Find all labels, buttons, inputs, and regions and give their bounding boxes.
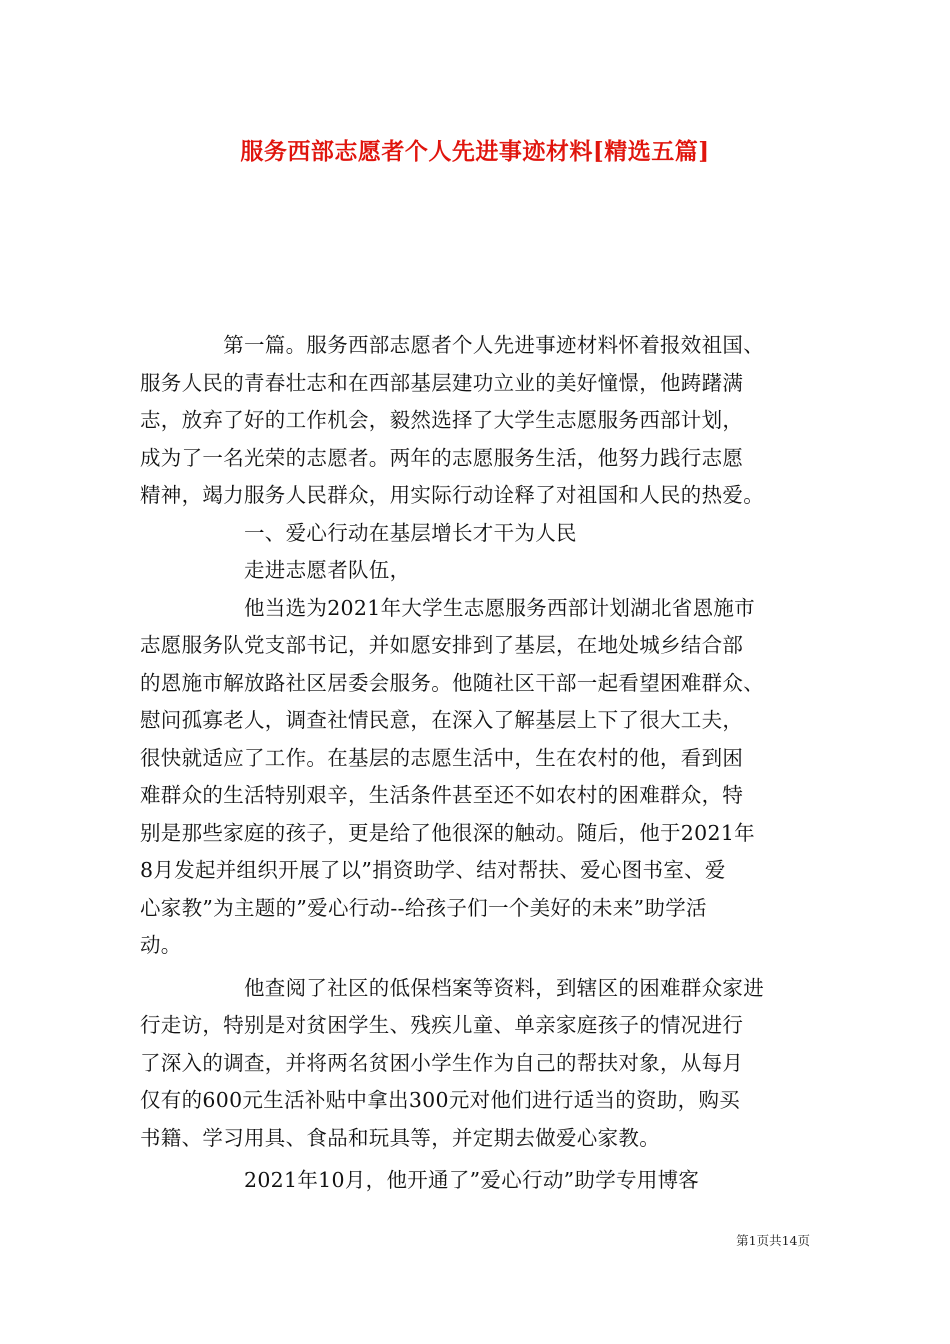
body-line: 的恩施市解放路社区居委会服务。他随社区干部一起看望困难群众、 bbox=[140, 670, 764, 695]
body-line: 服务人民的青春壮志和在西部基层建功立业的美好憧憬，他踌躇满 bbox=[140, 370, 744, 395]
body-line: 很快就适应了工作。在基层的志愿生活中，生在农村的他，看到困 bbox=[140, 745, 744, 770]
body-line: 8月发起并组织开展了以”捐资助学、结对帮扶、爱心图书室、爱 bbox=[140, 858, 726, 882]
body-line: 他查阅了社区的低保档案等资料，到辖区的困难群众家进 bbox=[140, 975, 764, 1000]
body-line: 2021年10月，他开通了”爱心行动”助学专用博客 bbox=[140, 1168, 700, 1192]
body-line: 走进志愿者队伍， bbox=[140, 558, 411, 582]
document-title: 服务西部志愿者个人先进事迹材料[精选五篇] bbox=[240, 138, 710, 165]
body-line: 慰问孤寡老人，调查社情民意，在深入了解基层上下了很大工夫， bbox=[140, 708, 744, 732]
body-line: 书籍、学习用具、食品和玩具等，并定期去做爱心家教。 bbox=[140, 1125, 660, 1150]
body-line: 别是那些家庭的孩子，更是给了他很深的触动。随后，他于2021年 bbox=[140, 820, 755, 845]
body-line: 动。 bbox=[140, 933, 182, 957]
body-line: 行走访，特别是对贫困学生、残疾儿童、单亲家庭孩子的情况进行 bbox=[140, 1013, 744, 1037]
page-number: 第1页共14页 bbox=[736, 1233, 810, 1248]
body-line: 志愿服务队党支部书记，并如愿安排到了基层，在地处城乡结合部 bbox=[140, 633, 744, 657]
document-body bbox=[140, 327, 820, 1200]
section-heading: 一、爱心行动在基层增长才干为人民 bbox=[140, 520, 577, 545]
body-line: 第一篇。服务西部志愿者个人先进事迹材料怀着报效祖国、 bbox=[140, 333, 764, 357]
body-line: 心家教”为主题的”爱心行动--给孩子们一个美好的未来”助学活 bbox=[140, 895, 707, 920]
body-line: 志，放弃了好的工作机会，毅然选择了大学生志愿服务西部计划， bbox=[140, 408, 744, 432]
body-line: 了深入的调查，并将两名贫困小学生作为自己的帮扶对象，从每月 bbox=[140, 1050, 744, 1075]
body-line: 难群众的生活特别艰辛，生活条件甚至还不如农村的困难群众，特 bbox=[140, 783, 744, 807]
body-line: 成为了一名光荣的志愿者。两年的志愿服务生活，他努力践行志愿 bbox=[140, 445, 744, 470]
body-line: 仅有的600元生活补贴中拿出300元对他们进行适当的资助，购买 bbox=[140, 1088, 741, 1112]
body-line: 他当选为2021年大学生志愿服务西部计划湖北省恩施市 bbox=[140, 595, 755, 620]
body-line: 精神，竭力服务人民群众，用实际行动诠释了对祖国和人民的热爱。 bbox=[140, 483, 764, 507]
